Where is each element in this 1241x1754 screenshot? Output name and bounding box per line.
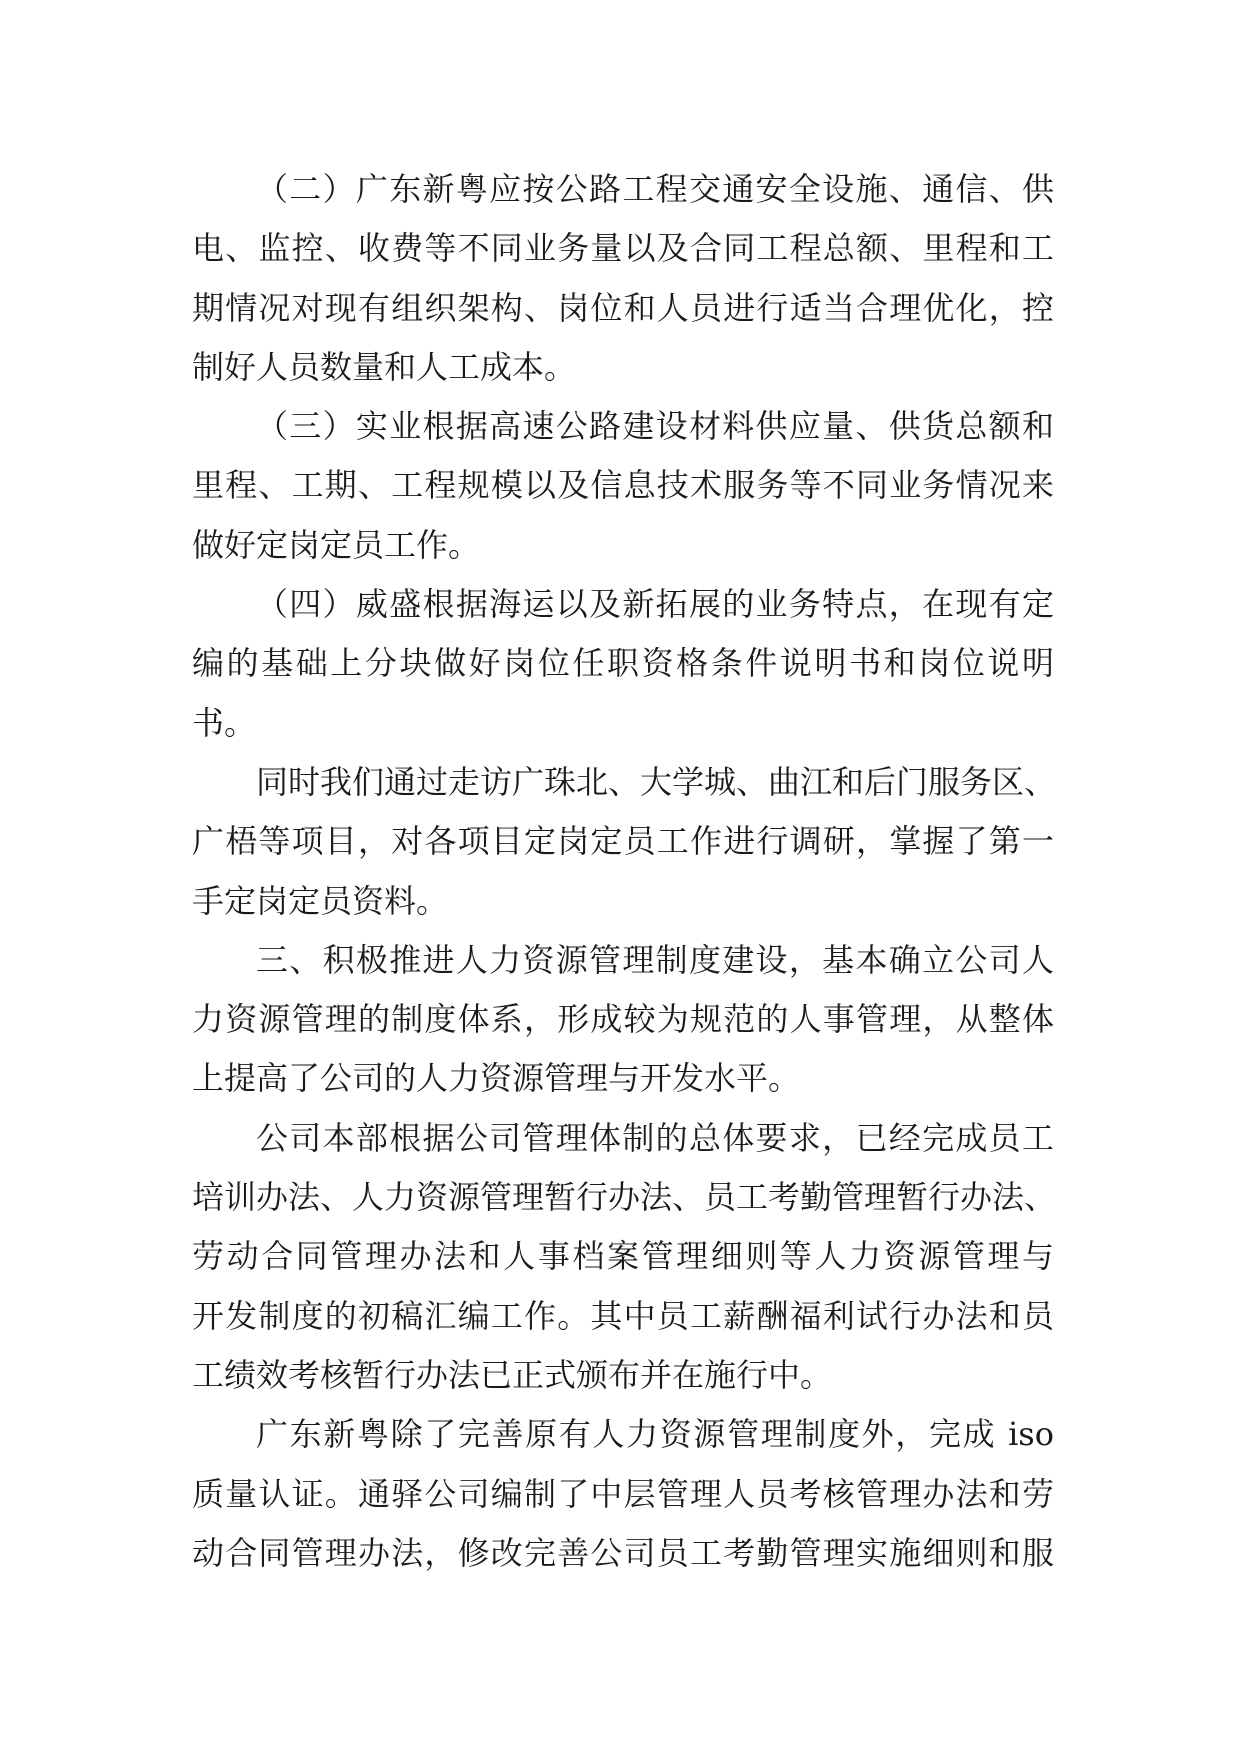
paragraph-line: 三、积极推进人力资源管理制度建设，基本确立公司人 — [256, 940, 1054, 979]
paragraph-line: 开发制度的初稿汇编工作。其中员工薪酬福利试行办法和员 — [192, 1296, 1054, 1335]
paragraph-line: 质量认证。通驿公司编制了中层管理人员考核管理办法和劳 — [192, 1474, 1054, 1513]
paragraph-line: 力资源管理的制度体系，形成较为规范的人事管理，从整体 — [192, 1000, 1054, 1039]
paragraph-line: 培训办法、人力资源管理暂行办法、员工考勤管理暂行办法、 — [192, 1178, 1057, 1217]
paragraph-line: 广东新粤除了完善原有人力资源管理制度外，完成 iso — [256, 1415, 1054, 1454]
paragraph-line: 手定岗定员资料。 — [192, 881, 449, 920]
paragraph-line: （二）广东新粤应按公路工程交通安全设施、通信、供 — [256, 170, 1054, 208]
paragraph-line: 广梧等项目，对各项目定岗定员工作进行调研，掌握了第一 — [192, 822, 1054, 861]
paragraph-line: 同时我们通过走访广珠北、大学城、曲江和后门服务区、 — [256, 762, 1057, 801]
paragraph-line: 电、监控、收费等不同业务量以及合同工程总额、里程和工 — [192, 229, 1054, 268]
document-body — [192, 160, 1057, 1583]
paragraph-line: 上提高了公司的人力资源管理与开发水平。 — [192, 1059, 801, 1098]
paragraph-line: 制好人员数量和人工成本。 — [192, 347, 577, 386]
paragraph-line: 公司本部根据公司管理体制的总体要求，已经完成员工 — [256, 1118, 1054, 1157]
paragraph-line: 动合同管理办法，修改完善公司员工考勤管理实施细则和服 — [192, 1533, 1054, 1572]
paragraph-line: 里程、工期、工程规模以及信息技术服务等不同业务情况来 — [192, 466, 1054, 505]
paragraph-line: 书。 — [192, 703, 257, 742]
paragraph-line: （三）实业根据高速公路建设材料供应量、供货总额和 — [256, 407, 1054, 446]
paragraph-line: 做好定岗定员工作。 — [192, 525, 481, 564]
paragraph-line: 劳动合同管理办法和人事档案管理细则等人力资源管理与 — [192, 1237, 1054, 1276]
paragraph-line: 编的基础上分块做好岗位任职资格条件说明书和岗位说明 — [192, 644, 1054, 683]
paragraph-line: 期情况对现有组织架构、岗位和人员进行适当合理优化，控 — [192, 288, 1054, 327]
paragraph-line: 工绩效考核暂行办法已正式颁布并在施行中。 — [192, 1355, 833, 1394]
paragraph-line: （四）威盛根据海运以及新拓展的业务特点，在现有定 — [256, 585, 1054, 624]
